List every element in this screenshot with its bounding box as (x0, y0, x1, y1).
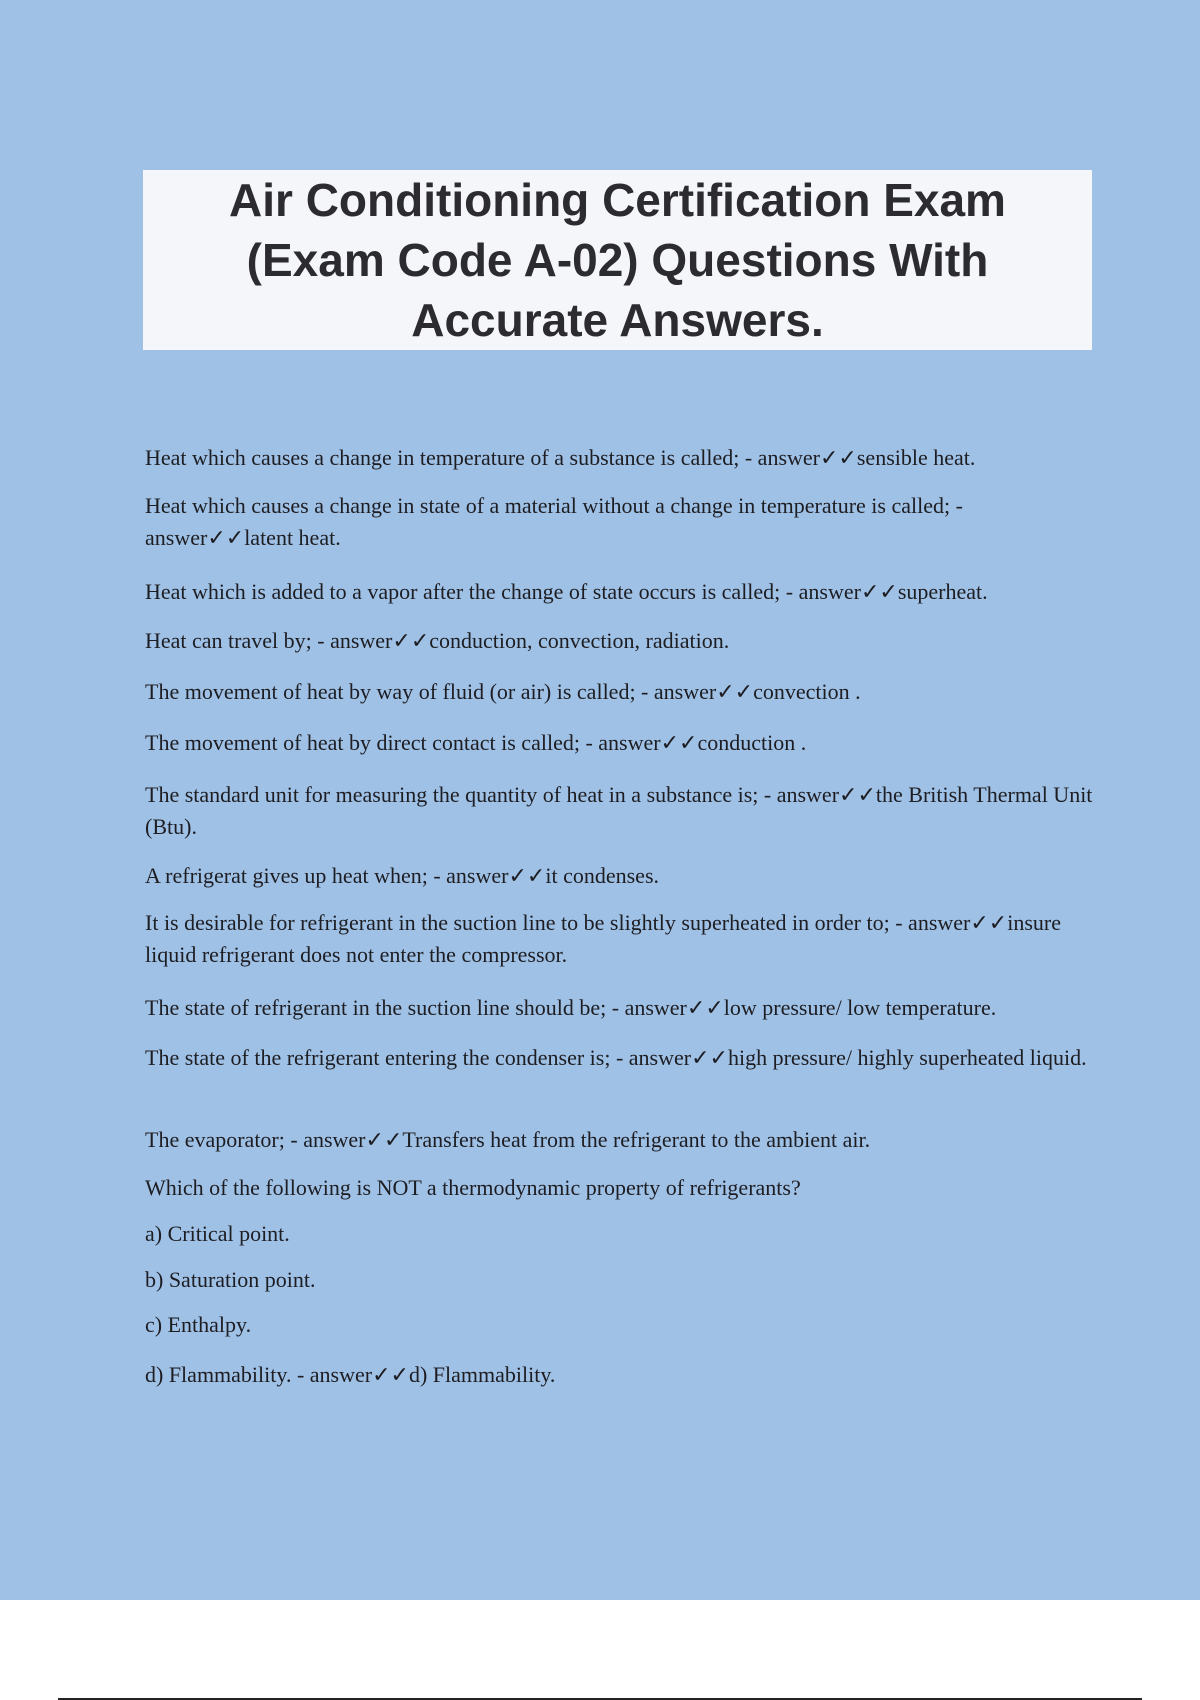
answer-text: Transfers heat from the refrigerant to the ambient air. (402, 1127, 871, 1152)
qa-item (145, 779, 1095, 843)
check-icon: ✓✓ (970, 910, 1008, 935)
answer-text: conduction, convection, radiation. (429, 628, 730, 653)
mc-question: Which of the following is NOT a thermodynamic property of refrigerants? (145, 1175, 801, 1200)
qa-item (145, 860, 1095, 892)
answer-text: latent heat. (244, 525, 341, 550)
qa-item (145, 625, 1095, 657)
question-text: A refrigerat gives up heat when; - answer (145, 863, 509, 888)
mc-option-a: a) Critical point. (145, 1221, 290, 1246)
check-icon: ✓✓ (860, 579, 898, 604)
question-text: The state of refrigerant in the suction line should be; - answer (145, 995, 687, 1020)
mc-option-d-text: d) Flammability. - answer (145, 1362, 373, 1387)
qa-item (145, 992, 1095, 1024)
question-text: The movement of heat by direct contact is called; - answer (145, 730, 661, 755)
check-icon: ✓✓ (716, 679, 754, 704)
answer-text: insure liquid refrigerant does not enter the compressor. (145, 910, 1061, 967)
document-title: Air Conditioning Certification Exam (Exam Code A-02) Questions With Accurate Answers. (229, 174, 1006, 346)
answer-text: the British Thermal Unit (Btu). (145, 782, 1093, 839)
answer-text: high pressure/ highly superheated liquid. (727, 1045, 1087, 1070)
check-icon: ✓✓ (839, 782, 876, 807)
answer-text: convection . (753, 679, 861, 704)
question-text: Heat which is added to a vapor after the change of state occurs is called; - answer (145, 579, 861, 604)
qa-item (145, 907, 1095, 971)
qa-item (145, 442, 1095, 474)
check-icon: ✓✓ (660, 730, 698, 755)
answer-text: sensible heat. (856, 445, 976, 470)
mc-answer-text: d) Flammability. (408, 1362, 556, 1387)
check-icon: ✓✓ (372, 1362, 409, 1387)
answer-text: it condenses. (545, 863, 660, 888)
check-icon: ✓✓ (207, 525, 245, 550)
mc-option-b: b) Saturation point. (145, 1267, 316, 1292)
question-text: The standard unit for measuring the quantity of heat in a substance is; - answer (145, 782, 840, 807)
answer-text: low pressure/ low temperature. (723, 995, 997, 1020)
question-text: The state of the refrigerant entering the condenser is; - answer (145, 1045, 692, 1070)
check-icon: ✓✓ (691, 1045, 728, 1070)
qa-item (145, 727, 1095, 759)
question-text: Heat which causes a change in state of a material without a change in temperature is called; - answer (145, 493, 963, 550)
title-box (143, 170, 1092, 350)
answer-text: conduction . (697, 730, 807, 755)
question-text: Heat which causes a change in temperature of a substance is called; - answer (145, 445, 820, 470)
check-icon: ✓✓ (820, 445, 857, 470)
qa-item (145, 576, 1095, 608)
question-text: The movement of heat by way of fluid (or air) is called; - answer (145, 679, 717, 704)
qa-item (145, 1124, 1095, 1156)
check-icon: ✓✓ (508, 863, 546, 888)
question-text: Heat can travel by; - answer (145, 628, 393, 653)
question-text: The evaporator; - answer (145, 1127, 366, 1152)
check-icon: ✓✓ (365, 1127, 403, 1152)
qa-item (145, 1042, 1095, 1074)
qa-item (145, 676, 1095, 708)
mc-option-c: c) Enthalpy. (145, 1312, 252, 1337)
check-icon: ✓✓ (686, 995, 724, 1020)
question-text: It is desirable for refrigerant in the suction line to be slightly superheated in order to; - answer (145, 910, 971, 935)
check-icon: ✓✓ (392, 628, 430, 653)
mc-option-d (145, 1359, 1095, 1391)
answer-text: superheat. (897, 579, 988, 604)
qa-item (145, 490, 1095, 554)
